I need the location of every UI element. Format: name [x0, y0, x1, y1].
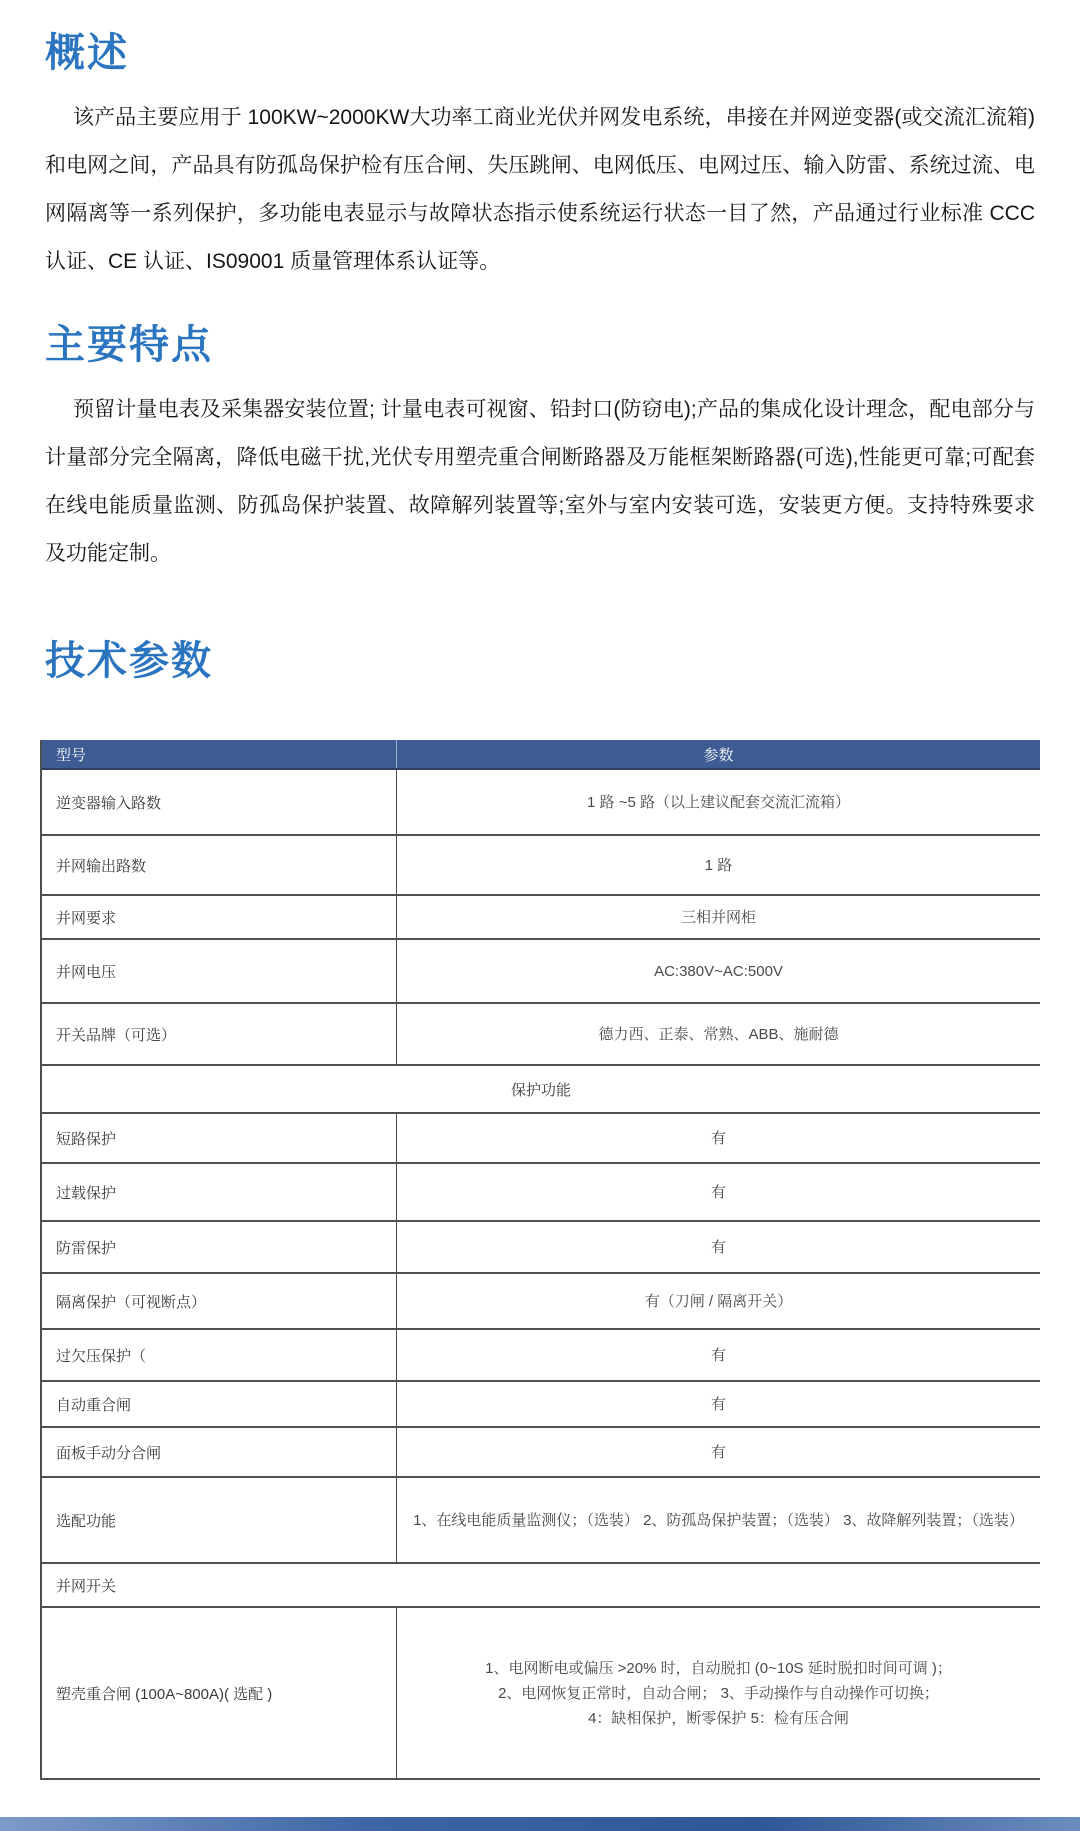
table-row	[42, 1428, 1040, 1478]
row-label: 开关品牌（可选）	[42, 1004, 397, 1064]
row-value-line: 2、电网恢复正常时，自动合闸； 3、手动操作与自动操作可切换；	[498, 1684, 939, 1702]
row-value: 三相并网柜	[680, 908, 756, 926]
table-row	[42, 1330, 1040, 1382]
spec-table	[40, 740, 1040, 1780]
row-value: AC:380V~AC:500V	[654, 962, 783, 980]
row-label: 选配功能	[42, 1478, 397, 1562]
row-value: 有	[710, 1183, 726, 1201]
table-header-row	[42, 740, 1040, 770]
table-row	[42, 896, 1040, 940]
table-row	[42, 770, 1040, 836]
row-label: 过载保护	[42, 1164, 397, 1220]
row-label: 并网电压	[42, 940, 397, 1002]
table-row	[42, 1114, 1040, 1164]
row-value: 有	[710, 1129, 726, 1147]
row-label: 自动重合闸	[42, 1382, 397, 1426]
overview-paragraph: 该产品主要应用于 100KW~2000KW大功率工商业光伏并网发电系统，串接在并网逆变器(或交流汇流箱)和电网之间，产品具有防孤岛保护检有压合闸、失压跳闸、电网低压、电网过压、输入防雷、系统过流、电网隔离等一系列保护，多功能电表显示与故障状态指示使系统运行状态一目了然，产品通过行业标准 CCC 认证、CE 认证、IS09001 质量管理体系认证等。	[45, 106, 1035, 273]
row-label: 短路保护	[42, 1114, 397, 1162]
table-row	[42, 836, 1040, 896]
row-value: 有	[710, 1395, 726, 1413]
table-header-model: 型号	[42, 740, 397, 768]
row-value: 有	[710, 1238, 726, 1256]
row-value: 有（刀闸 / 隔离开关）	[644, 1292, 793, 1310]
table-row	[42, 1478, 1040, 1564]
row-label: 逆变器输入路数	[42, 770, 397, 834]
features-section-title: 主要特点	[45, 323, 213, 367]
row-value: 1 路	[704, 856, 733, 874]
features-paragraph: 预留计量电表及采集器安装位置; 计量电表可视窗、铅封口(防窃电);产品的集成化设计理念，配电部分与计量部分完全隔离，降低电磁干扰,光伏专用塑壳重合闸断路器及万能框架断路器(可选),性能更可靠;可配套在线电能质量监测、防孤岛保护装置、故障解列装置等;室外与室内安装可选，安装更方便。支持特殊要求及功能定制。	[45, 398, 1035, 565]
table-row	[42, 1382, 1040, 1428]
table-section-row-grid-switch: 并网开关	[42, 1564, 1040, 1608]
row-value: 有	[710, 1443, 726, 1461]
row-label: 面板手动分合闸	[42, 1428, 397, 1476]
row-label: 塑壳重合闸 (100A~800A)( 选配 )	[42, 1608, 397, 1778]
specs-section-title: 技术参数	[45, 639, 213, 683]
table-row	[42, 1004, 1040, 1066]
row-label: 隔离保护（可视断点）	[42, 1274, 397, 1328]
table-row	[42, 1222, 1040, 1274]
table-row	[42, 1608, 1040, 1780]
footer-accent-bar	[0, 1817, 1080, 1831]
table-header-parameter: 参数	[703, 746, 734, 764]
row-value-line: 1、电网断电或偏压 >20% 时，自动脱扣 (0~10S 延时脱扣时间可调 )；	[485, 1659, 952, 1677]
row-value: 有	[710, 1346, 726, 1364]
row-label: 并网要求	[42, 896, 397, 938]
row-label: 过欠压保护（	[42, 1330, 397, 1380]
table-row	[42, 1164, 1040, 1222]
row-label: 防雷保护	[42, 1222, 397, 1272]
table-row	[42, 940, 1040, 1004]
row-value	[397, 1608, 1040, 1778]
row-value-line: 4：缺相保护，断零保护 5：检有压合闸	[588, 1709, 849, 1727]
row-value: 德力西、正泰、常熟、ABB、施耐德	[598, 1025, 839, 1043]
row-label: 并网输出路数	[42, 836, 397, 894]
table-section-row-protection: 保护功能	[42, 1066, 1040, 1114]
table-row	[42, 1274, 1040, 1330]
row-value: 1、在线电能质量监测仪；（选装） 2、防孤岛保护装置；（选装） 3、故降解列装置；（选装）	[413, 1511, 1024, 1529]
overview-section-title: 概述	[45, 31, 129, 75]
row-value: 1 路 ~5 路（以上建议配套交流汇流箱）	[587, 793, 850, 811]
